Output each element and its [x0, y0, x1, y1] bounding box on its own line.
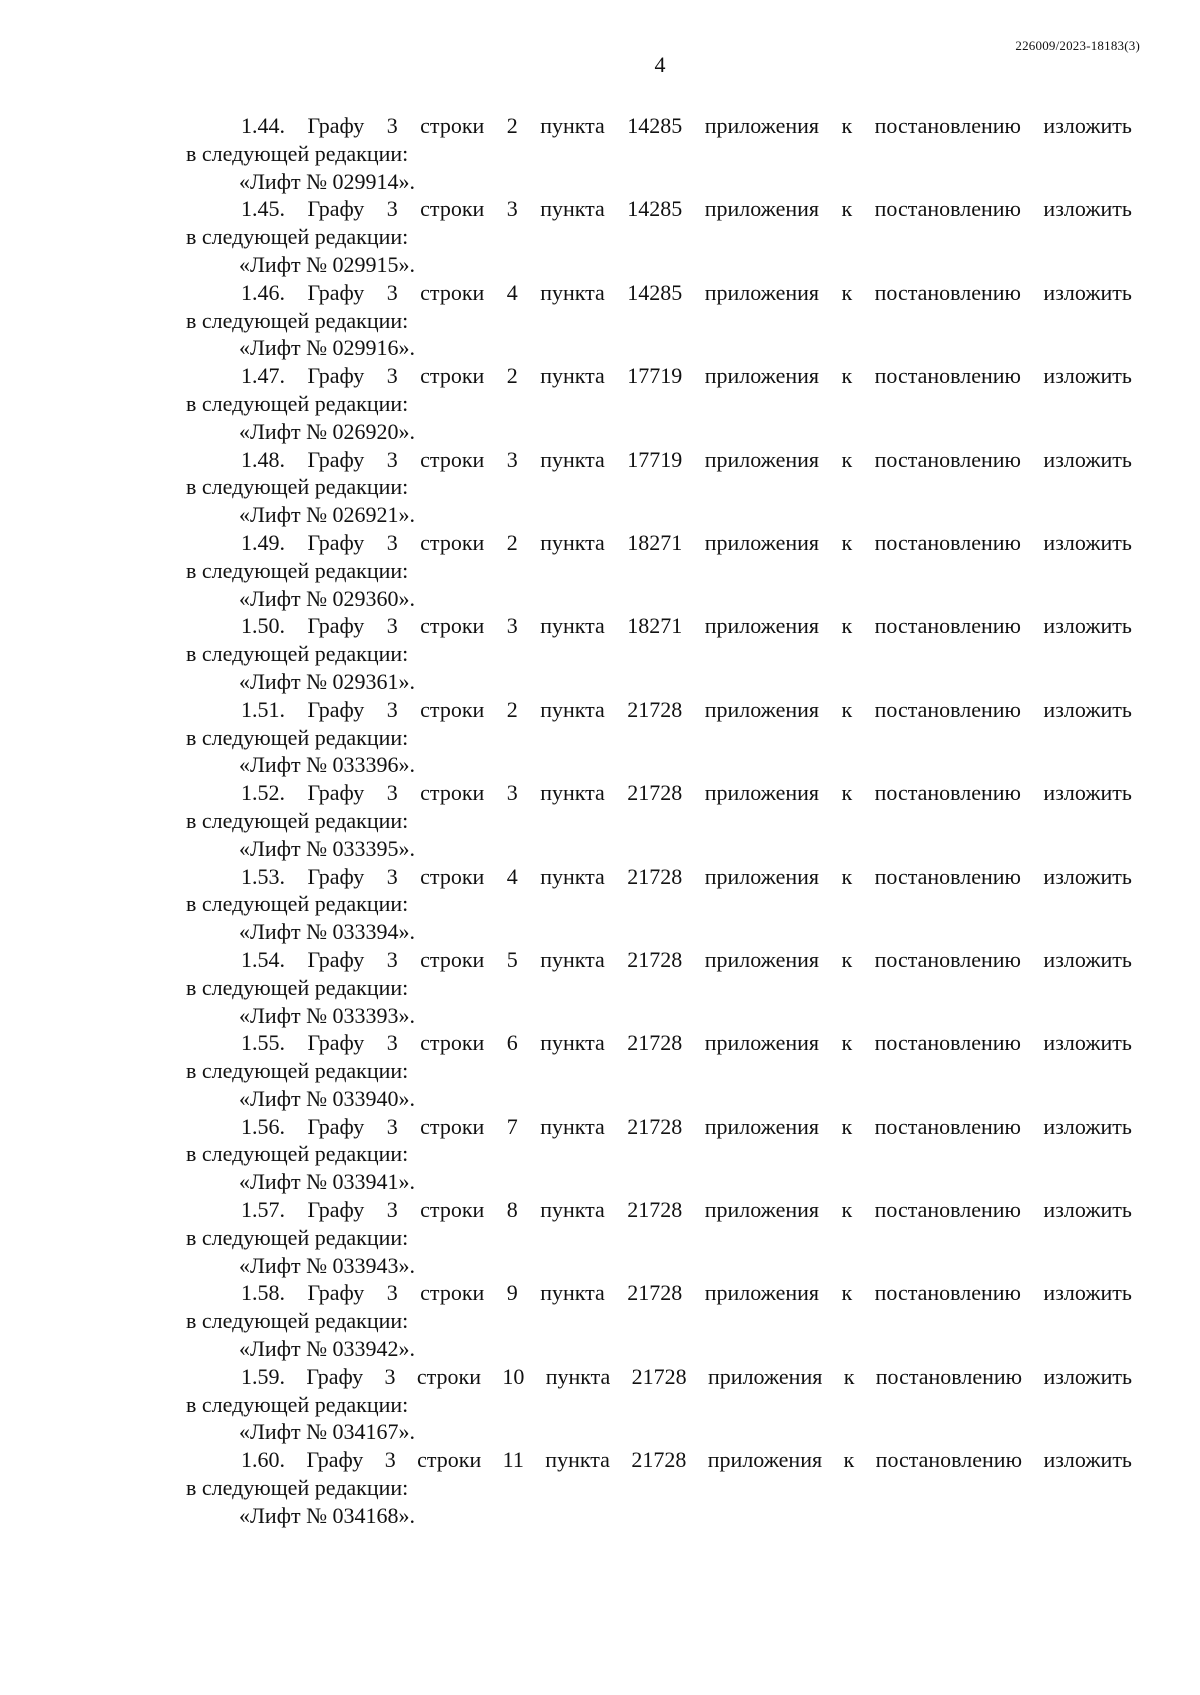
item-first-line	[186, 112, 1132, 140]
word-postanovleniyu: постановлению	[874, 529, 1021, 555]
word-stroki: строки	[420, 279, 485, 305]
word-izlozhit: изложить	[1043, 1363, 1132, 1389]
list-item	[186, 696, 1132, 779]
word-col: 3	[386, 780, 398, 806]
word-postanovleniyu: постановлению	[874, 1113, 1021, 1139]
word-punkta: пункта	[540, 1197, 605, 1223]
item-number: 1.48.	[241, 446, 285, 472]
item-number: 1.56.	[241, 1113, 285, 1139]
word-col: 3	[386, 363, 398, 389]
word-stroki: строки	[420, 196, 485, 222]
word-izlozhit: изложить	[1043, 946, 1132, 972]
item-first-line	[186, 1196, 1132, 1224]
word-k: к	[841, 613, 853, 639]
word-stroki: строки	[417, 1447, 482, 1473]
item-second-line: в следующей редакции:	[186, 1058, 409, 1084]
item-value: «Лифт № 026920».	[239, 418, 416, 444]
list-item	[186, 279, 1132, 362]
word-prilozheniya: приложения	[704, 780, 820, 806]
item-second-line: в следующей редакции:	[186, 557, 409, 583]
word-postanovleniyu: постановлению	[874, 196, 1021, 222]
word-col: 3	[386, 1030, 398, 1056]
word-prilozheniya: приложения	[704, 279, 820, 305]
point-number: 21728	[627, 696, 683, 722]
item-number: 1.50.	[241, 613, 285, 639]
word-izlozhit: изложить	[1043, 363, 1132, 389]
item-second-line: в следующей редакции:	[186, 1475, 409, 1501]
list-item	[186, 779, 1132, 862]
word-izlozhit: изложить	[1043, 446, 1132, 472]
row-number: 2	[506, 363, 518, 389]
word-grafu: Графу	[307, 1030, 365, 1056]
word-stroki: строки	[420, 363, 485, 389]
word-postanovleniyu: постановлению	[874, 863, 1021, 889]
list-item	[186, 529, 1132, 612]
word-k: к	[841, 279, 853, 305]
word-col: 3	[386, 1197, 398, 1223]
word-punkta: пункта	[545, 1363, 611, 1389]
row-number: 8	[506, 1197, 518, 1223]
item-number: 1.54.	[241, 946, 285, 972]
word-k: к	[841, 196, 853, 222]
word-punkta: пункта	[540, 1113, 605, 1139]
word-izlozhit: изложить	[1043, 780, 1132, 806]
row-number: 3	[506, 780, 518, 806]
list-item	[186, 946, 1132, 1029]
list-item	[186, 362, 1132, 445]
item-number: 1.47.	[241, 363, 285, 389]
word-izlozhit: изложить	[1043, 863, 1132, 889]
item-number: 1.52.	[241, 780, 285, 806]
item-second-line: в следующей редакции:	[186, 807, 409, 833]
word-k: к	[841, 946, 853, 972]
word-col: 3	[386, 113, 398, 138]
word-postanovleniyu: постановлению	[874, 1197, 1021, 1223]
word-punkta: пункта	[540, 696, 605, 722]
word-izlozhit: изложить	[1043, 1280, 1132, 1306]
list-item	[186, 1279, 1132, 1362]
row-number: 2	[506, 113, 518, 138]
item-number: 1.53.	[241, 863, 285, 889]
item-number: 1.51.	[241, 696, 285, 722]
item-value: «Лифт № 026921».	[239, 502, 416, 528]
word-izlozhit: изложить	[1043, 1113, 1132, 1139]
row-number: 9	[506, 1280, 518, 1306]
item-first-line	[186, 1279, 1132, 1307]
item-first-line	[186, 863, 1132, 891]
item-second-line: в следующей редакции:	[186, 140, 409, 166]
item-number: 1.45.	[241, 196, 285, 222]
word-k: к	[843, 1447, 855, 1473]
word-izlozhit: изложить	[1043, 196, 1132, 222]
item-first-line	[186, 1363, 1132, 1391]
item-number: 1.44.	[241, 113, 285, 138]
word-grafu: Графу	[307, 780, 365, 806]
item-number: 1.55.	[241, 1030, 285, 1056]
point-number: 21728	[627, 863, 683, 889]
item-number: 1.57.	[241, 1197, 285, 1223]
item-first-line	[186, 279, 1132, 307]
word-prilozheniya: приложения	[704, 113, 820, 138]
point-number: 14285	[627, 196, 683, 222]
item-value: «Лифт № 029360».	[239, 585, 416, 611]
document-body	[186, 112, 1132, 1530]
word-stroki: строки	[420, 1280, 485, 1306]
point-number: 17719	[627, 363, 683, 389]
item-value: «Лифт № 034168».	[239, 1502, 416, 1528]
list-item	[186, 1196, 1132, 1279]
row-number: 3	[506, 196, 518, 222]
word-k: к	[841, 1280, 853, 1306]
list-item	[186, 1113, 1132, 1196]
word-prilozheniya: приложения	[704, 613, 820, 639]
word-k: к	[843, 1363, 855, 1389]
row-number: 7	[506, 1113, 518, 1139]
word-k: к	[841, 1030, 853, 1056]
item-second-line: в следующей редакции:	[186, 1141, 409, 1167]
word-postanovleniyu: постановлению	[874, 696, 1021, 722]
item-number: 1.46.	[241, 279, 285, 305]
item-first-line	[186, 1446, 1132, 1474]
word-izlozhit: изложить	[1043, 113, 1132, 138]
item-value: «Лифт № 033395».	[239, 835, 416, 861]
word-k: к	[841, 529, 853, 555]
word-punkta: пункта	[540, 196, 605, 222]
word-grafu: Графу	[307, 529, 365, 555]
row-number: 4	[506, 863, 518, 889]
point-number: 21728	[631, 1447, 687, 1473]
point-number: 18271	[627, 613, 683, 639]
row-number: 4	[506, 279, 518, 305]
row-number: 3	[506, 446, 518, 472]
item-value: «Лифт № 033942».	[239, 1336, 416, 1362]
word-stroki: строки	[420, 529, 485, 555]
item-value: «Лифт № 034167».	[239, 1419, 416, 1445]
word-izlozhit: изложить	[1043, 696, 1132, 722]
item-number: 1.60.	[241, 1447, 285, 1473]
list-item	[186, 195, 1132, 278]
word-prilozheniya: приложения	[704, 1030, 820, 1056]
item-second-line: в следующей редакции:	[186, 724, 409, 750]
list-item	[186, 1446, 1132, 1529]
word-grafu: Графу	[307, 613, 365, 639]
word-stroki: строки	[420, 696, 485, 722]
item-second-line: в следующей редакции:	[186, 641, 409, 667]
word-col: 3	[386, 946, 398, 972]
word-grafu: Графу	[307, 1113, 365, 1139]
word-izlozhit: изложить	[1043, 613, 1132, 639]
row-number: 10	[502, 1363, 525, 1389]
word-col: 3	[386, 1113, 398, 1139]
word-postanovleniyu: постановлению	[874, 446, 1021, 472]
word-postanovleniyu: постановлению	[874, 113, 1021, 138]
item-value: «Лифт № 029361».	[239, 668, 416, 694]
point-number: 17719	[627, 446, 683, 472]
list-item	[186, 112, 1132, 195]
word-grafu: Графу	[307, 946, 365, 972]
item-value: «Лифт № 033941».	[239, 1169, 416, 1195]
word-punkta: пункта	[540, 863, 605, 889]
item-first-line	[186, 696, 1132, 724]
word-col: 3	[386, 696, 398, 722]
word-k: к	[841, 1113, 853, 1139]
word-stroki: строки	[420, 613, 485, 639]
word-prilozheniya: приложения	[704, 946, 820, 972]
point-number: 21728	[627, 1030, 683, 1056]
word-k: к	[841, 113, 853, 138]
item-value: «Лифт № 033943».	[239, 1252, 416, 1278]
point-number: 21728	[627, 1197, 683, 1223]
item-value: «Лифт № 033396».	[239, 752, 416, 778]
word-prilozheniya: приложения	[704, 1197, 820, 1223]
word-punkta: пункта	[540, 1280, 605, 1306]
item-second-line: в следующей редакции:	[186, 307, 409, 333]
row-number: 3	[506, 613, 518, 639]
word-punkta: пункта	[540, 613, 605, 639]
item-first-line	[186, 946, 1132, 974]
word-col: 3	[386, 446, 398, 472]
item-first-line	[186, 195, 1132, 223]
word-postanovleniyu: постановлению	[875, 1363, 1023, 1389]
word-grafu: Графу	[307, 863, 365, 889]
word-stroki: строки	[420, 1030, 485, 1056]
word-punkta: пункта	[540, 780, 605, 806]
item-first-line	[186, 362, 1132, 390]
word-grafu: Графу	[307, 1280, 365, 1306]
item-second-line: в следующей редакции:	[186, 1308, 409, 1334]
word-punkta: пункта	[545, 1447, 610, 1473]
word-prilozheniya: приложения	[704, 696, 820, 722]
word-col: 3	[384, 1447, 396, 1473]
item-first-line	[186, 779, 1132, 807]
word-col: 3	[386, 196, 398, 222]
item-second-line: в следующей редакции:	[186, 390, 409, 416]
word-k: к	[841, 780, 853, 806]
word-stroki: строки	[420, 446, 485, 472]
point-number: 21728	[627, 946, 683, 972]
word-prilozheniya: приложения	[704, 1113, 820, 1139]
row-number: 2	[506, 529, 518, 555]
item-second-line: в следующей редакции:	[186, 224, 409, 250]
item-value: «Лифт № 033393».	[239, 1002, 416, 1028]
item-first-line	[186, 1029, 1132, 1057]
document-number: 226009/2023-18183(3)	[1015, 38, 1140, 53]
list-item	[186, 863, 1132, 946]
word-punkta: пункта	[540, 446, 605, 472]
word-postanovleniyu: постановлению	[875, 1447, 1023, 1473]
word-k: к	[841, 696, 853, 722]
word-izlozhit: изложить	[1043, 529, 1132, 555]
word-grafu: Графу	[306, 1447, 364, 1473]
point-number: 14285	[627, 113, 683, 138]
item-second-line: в следующей редакции:	[186, 1391, 409, 1417]
item-second-line: в следующей редакции:	[186, 974, 409, 1000]
word-prilozheniya: приложения	[704, 196, 820, 222]
word-stroki: строки	[420, 863, 485, 889]
word-col: 3	[386, 613, 398, 639]
item-value: «Лифт № 029914».	[239, 168, 416, 194]
word-postanovleniyu: постановлению	[874, 1280, 1021, 1306]
word-stroki: строки	[420, 1113, 485, 1139]
word-prilozheniya: приложения	[704, 446, 820, 472]
word-postanovleniyu: постановлению	[874, 1030, 1021, 1056]
word-grafu: Графу	[307, 279, 365, 305]
row-number: 11	[502, 1447, 524, 1473]
word-stroki: строки	[416, 1363, 481, 1389]
word-grafu: Графу	[307, 363, 365, 389]
word-stroki: строки	[420, 1197, 485, 1223]
item-value: «Лифт № 033940».	[239, 1085, 416, 1111]
word-prilozheniya: приложения	[704, 529, 820, 555]
word-prilozheniya: приложения	[704, 1280, 820, 1306]
page-number: 4	[654, 52, 666, 77]
item-number: 1.59.	[241, 1363, 285, 1389]
item-value: «Лифт № 033394».	[239, 919, 416, 945]
word-postanovleniyu: постановлению	[874, 946, 1021, 972]
word-col: 3	[384, 1363, 396, 1389]
word-postanovleniyu: постановлению	[874, 279, 1021, 305]
list-item	[186, 1363, 1132, 1446]
word-prilozheniya: приложения	[704, 363, 820, 389]
word-grafu: Графу	[307, 1197, 365, 1223]
point-number: 21728	[627, 1280, 683, 1306]
word-col: 3	[386, 863, 398, 889]
point-number: 18271	[627, 529, 683, 555]
row-number: 2	[506, 696, 518, 722]
word-grafu: Графу	[307, 113, 365, 138]
item-first-line	[186, 612, 1132, 640]
item-value: «Лифт № 029916».	[239, 335, 416, 361]
word-grafu: Графу	[307, 696, 365, 722]
word-punkta: пункта	[540, 946, 605, 972]
row-number: 6	[506, 1030, 518, 1056]
item-first-line	[186, 529, 1132, 557]
item-second-line: в следующей редакции:	[186, 1224, 409, 1250]
list-item	[186, 1029, 1132, 1112]
word-postanovleniyu: постановлению	[874, 363, 1021, 389]
word-col: 3	[386, 529, 398, 555]
row-number: 5	[506, 946, 518, 972]
word-izlozhit: изложить	[1043, 279, 1132, 305]
word-izlozhit: изложить	[1043, 1447, 1132, 1473]
word-punkta: пункта	[540, 363, 605, 389]
word-prilozheniya: приложения	[708, 1363, 823, 1389]
word-postanovleniyu: постановлению	[874, 780, 1021, 806]
item-value: «Лифт № 029915».	[239, 251, 416, 277]
word-k: к	[841, 446, 853, 472]
word-postanovleniyu: постановлению	[874, 613, 1021, 639]
word-stroki: строки	[420, 780, 485, 806]
word-grafu: Графу	[307, 446, 365, 472]
item-number: 1.49.	[241, 529, 285, 555]
item-first-line	[186, 446, 1132, 474]
word-stroki: строки	[420, 946, 485, 972]
word-stroki: строки	[420, 113, 485, 138]
item-first-line	[186, 1113, 1132, 1141]
word-grafu: Графу	[306, 1363, 364, 1389]
item-number: 1.58.	[241, 1280, 285, 1306]
word-prilozheniya: приложения	[704, 863, 820, 889]
word-k: к	[841, 863, 853, 889]
word-punkta: пункта	[540, 113, 605, 138]
word-k: к	[841, 363, 853, 389]
point-number: 21728	[627, 780, 683, 806]
word-prilozheniya: приложения	[707, 1447, 823, 1473]
word-grafu: Графу	[307, 196, 365, 222]
word-punkta: пункта	[540, 529, 605, 555]
word-col: 3	[386, 279, 398, 305]
word-punkta: пункта	[540, 279, 605, 305]
item-second-line: в следующей редакции:	[186, 891, 409, 917]
word-izlozhit: изложить	[1043, 1197, 1132, 1223]
item-second-line: в следующей редакции:	[186, 474, 409, 500]
list-item	[186, 612, 1132, 695]
list-item	[186, 446, 1132, 529]
point-number: 14285	[627, 279, 683, 305]
word-k: к	[841, 1197, 853, 1223]
word-punkta: пункта	[540, 1030, 605, 1056]
word-izlozhit: изложить	[1043, 1030, 1132, 1056]
word-col: 3	[386, 1280, 398, 1306]
point-number: 21728	[631, 1363, 687, 1389]
point-number: 21728	[627, 1113, 683, 1139]
